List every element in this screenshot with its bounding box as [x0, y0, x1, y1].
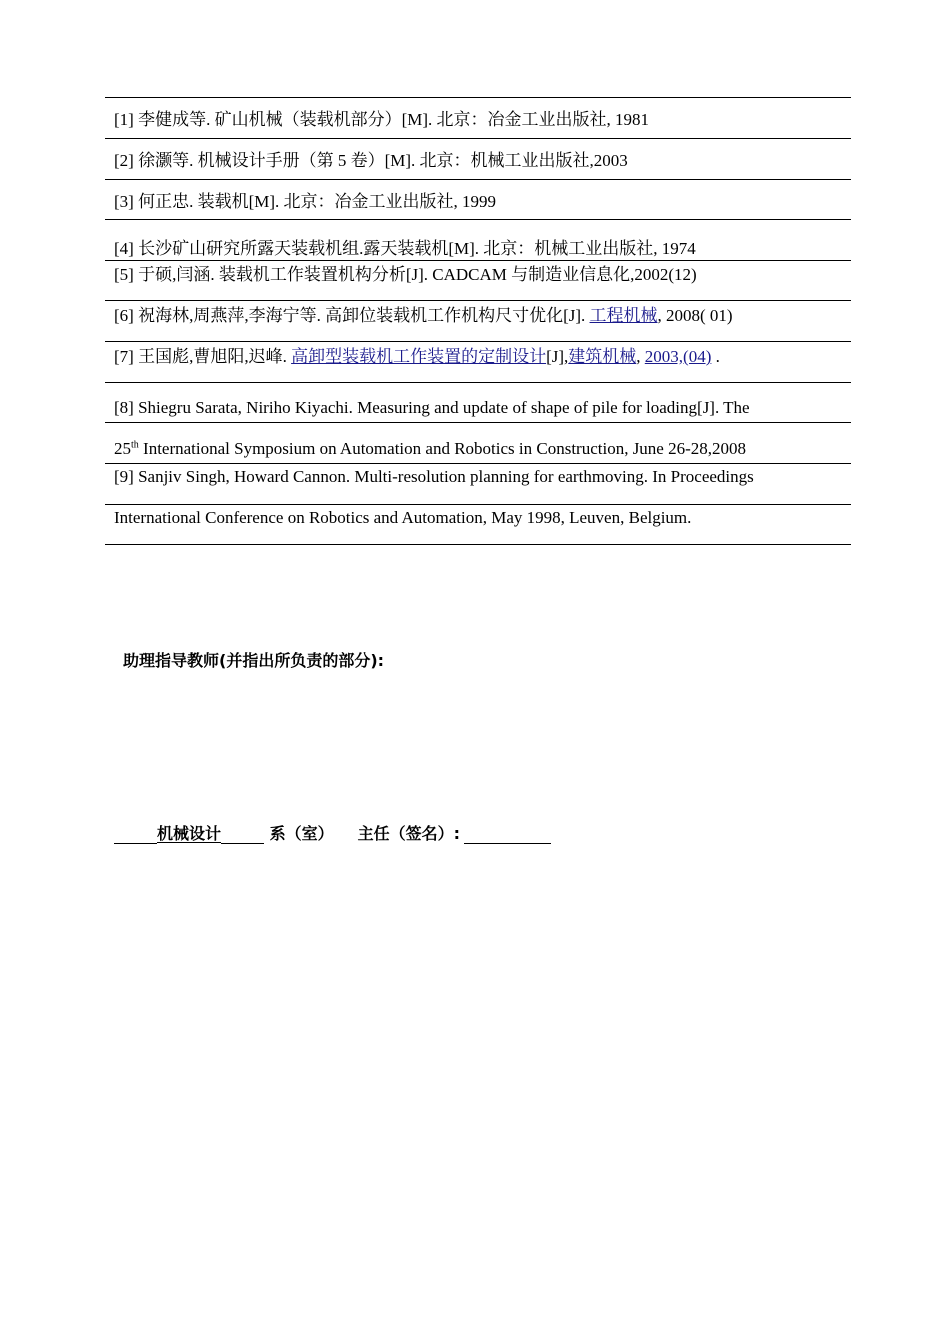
department-suffix: 系（室）: [269, 824, 334, 843]
table-rule: [105, 97, 851, 98]
reference-item: [3] 何正忠. 装载机[M]. 北京：冶金工业出版社, 1999: [114, 192, 497, 211]
director-label: 主任（签名）:: [357, 824, 461, 843]
reference-item: [8] Shiegru Sarata, Niriho Kiyachi. Measuring and update of shape of pile for loading[J]. The: [114, 398, 750, 417]
reference-item-continued: International Conference on Robotics and Automation, May 1998, Leuven, Belgium.: [114, 508, 692, 527]
table-rule: [105, 179, 851, 180]
reference-item-continued: [114, 439, 746, 459]
ordinal-suffix: th: [131, 439, 139, 451]
reference-item: [4] 长沙矿山研究所露天装载机组.露天装载机[M]. 北京：机械工业出版社, 1974: [114, 239, 696, 258]
article-link[interactable]: 高卸型装载机工作装置的定制设计: [291, 347, 547, 366]
reference-text: [6] 祝海林,周燕萍,李海宁等. 高卸位装载机工作机构尺寸优化[J].: [114, 306, 590, 325]
table-rule: [105, 463, 851, 464]
table-rule: [105, 341, 851, 342]
signature-line: [114, 821, 551, 844]
blank-underline: [114, 825, 157, 844]
blank-underline: [221, 825, 264, 844]
reference-text: International Symposium on Automation and Robotics in Construction, June 26-28,2008: [138, 439, 747, 458]
issue-link[interactable]: 2003,(04): [644, 347, 712, 366]
reference-item: [1] 李健成等. 矿山机械（装载机部分）[M]. 北京：冶金工业出版社, 1981: [114, 110, 650, 129]
reference-item: [114, 347, 720, 367]
signature-field[interactable]: [464, 825, 551, 844]
reference-text: .: [711, 347, 720, 366]
table-rule: [105, 300, 851, 301]
journal-link[interactable]: 建筑机械: [568, 347, 637, 366]
reference-text: [J],: [546, 347, 569, 366]
table-rule: [105, 544, 851, 545]
reference-text: ,: [636, 347, 645, 366]
reference-text: 25: [114, 439, 131, 458]
reference-item: [2] 徐灏等. 机械设计手册（第 5 卷）[M]. 北京：机械工业出版社,2003: [114, 151, 628, 170]
reference-text: [7] 王国彪,曹旭阳,迟峰.: [114, 347, 292, 366]
department-name: 机械设计: [157, 824, 222, 843]
reference-item: [114, 306, 733, 326]
reference-item: [5] 于硕,闫涵. 装载机工作装置机构分析[J]. CADCAM 与制造业信息化,2002(12): [114, 265, 697, 284]
table-rule: [105, 504, 851, 505]
journal-link[interactable]: 工程机械: [589, 306, 658, 325]
reference-text: , 2008( 01): [657, 306, 733, 325]
table-rule: [105, 422, 851, 423]
table-rule: [105, 260, 851, 261]
reference-item: [9] Sanjiv Singh, Howard Cannon. Multi-resolution planning for earthmoving. In Proceedings: [114, 467, 754, 486]
assistant-advisor-label: 助理指导教师(并指出所负责的部分):: [123, 651, 385, 670]
table-rule: [105, 382, 851, 383]
table-rule: [105, 138, 851, 139]
table-rule: [105, 219, 851, 220]
